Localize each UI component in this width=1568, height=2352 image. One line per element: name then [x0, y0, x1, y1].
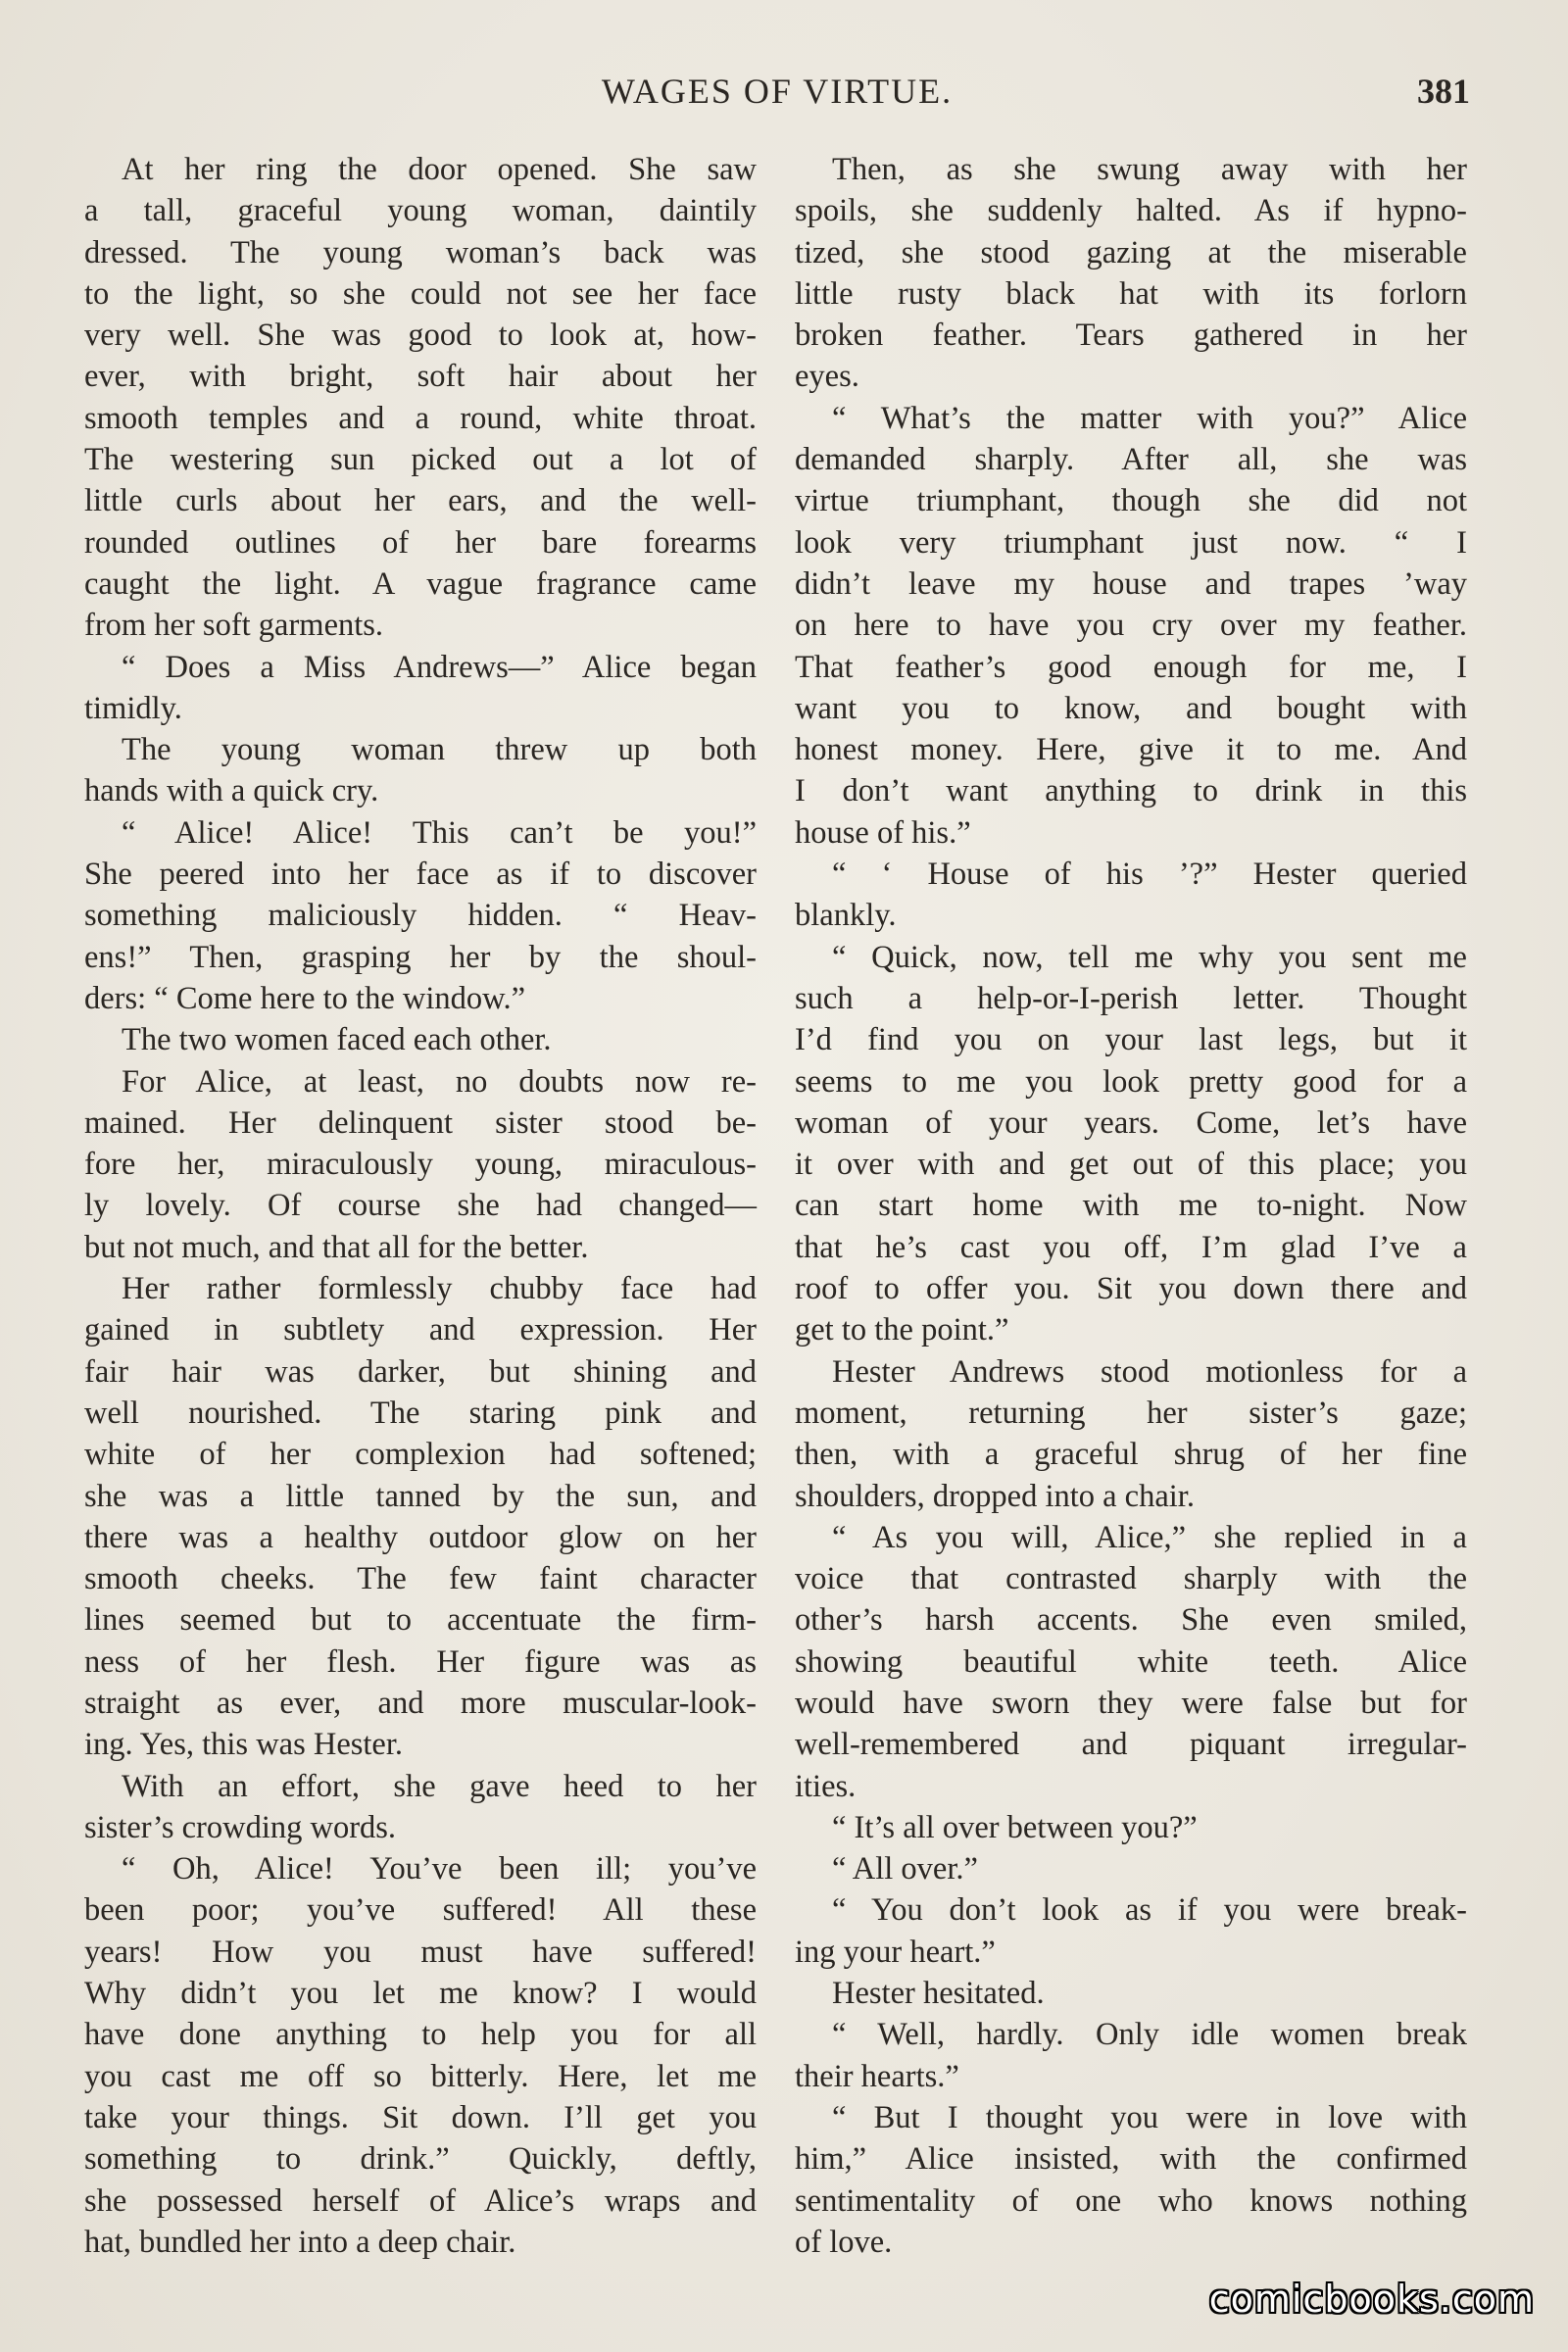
text-line: ing your heart.” [795, 1934, 996, 1970]
text-line: ly lovely. Of course she had changed— [84, 1188, 757, 1224]
text-line: straight as ever, and more muscular-look- [84, 1685, 757, 1721]
text-line: “ All over.” [832, 1851, 978, 1887]
text-line: For Alice, at least, no doubts now re- [122, 1063, 757, 1100]
text-line: smooth cheeks. The few faint character [84, 1561, 757, 1597]
text-line: then, with a graceful shrug of her fine [795, 1437, 1467, 1473]
text-line: it over with and get out of this place; you [795, 1147, 1467, 1183]
text-line: “ Well, hardly. Only idle women break [832, 2017, 1467, 2053]
text-line: have done anything to help you for all [84, 2017, 757, 2053]
text-line: Hester Andrews stood motionless for a [832, 1353, 1467, 1390]
text-line: That feather’s good enough for me, I [795, 649, 1467, 685]
text-line: other’s harsh accents. She even smiled, [795, 1602, 1467, 1639]
text-line: woman of your years. Come, let’s have [795, 1104, 1467, 1141]
text-line: ities. [795, 1768, 857, 1804]
text-line: she was a little tanned by the sun, and [84, 1478, 757, 1514]
text-line: hands with a quick cry. [84, 773, 379, 809]
text-line: I don’t want anything to drink in this [795, 773, 1467, 809]
text-line: fore her, miraculously young, miraculous- [84, 1147, 757, 1183]
text-line: would have sworn they were false but for [795, 1685, 1467, 1721]
text-line: The young woman threw up both [122, 732, 757, 768]
text-line: Then, as she swung away with her [832, 152, 1467, 187]
text-line: sister’s crowding words. [84, 1809, 397, 1845]
text-line: fair hair was darker, but shining and [84, 1353, 757, 1390]
text-line: “ Quick, now, tell me why you sent me [832, 939, 1467, 975]
text-line: “ But I thought you were in love with [832, 2099, 1467, 2135]
text-line: The westering sun picked out a lot of [84, 442, 757, 478]
text-line: ders: “ Come here to the window.” [84, 980, 526, 1016]
text-line: “ What’s the matter with you?” Alice [832, 400, 1467, 436]
text-line: but not much, and that all for the better. [84, 1229, 589, 1265]
text-line: “ It’s all over between you?” [832, 1809, 1198, 1845]
text-line: little curls about her ears, and the well- [84, 483, 757, 519]
text-line: little rusty black hat with its forlorn [795, 275, 1467, 312]
text-line: dressed. The young woman’s back was [84, 234, 757, 270]
text-line: well nourished. The staring pink and [84, 1395, 757, 1431]
text-line: Her rather formlessly chubby face had [122, 1271, 757, 1307]
text-line: showing beautiful white teeth. Alice [795, 1643, 1467, 1680]
text-line: that he’s cast you off, I’m glad I’ve a [795, 1229, 1467, 1265]
page-number: 381 [1417, 72, 1470, 111]
text-line: you cast me off so bitterly. Here, let me [84, 2058, 757, 2094]
text-line: lines seemed but to accentuate the firm- [84, 1602, 757, 1639]
watermark: comicbooks.com [1208, 2278, 1535, 2321]
text-line: a tall, graceful young woman, daintily [84, 193, 757, 229]
text-line: With an effort, she gave heed to her [122, 1768, 757, 1804]
text-line: timidly. [84, 690, 182, 726]
text-line: shoulders, dropped into a chair. [795, 1478, 1195, 1514]
text-line: there was a healthy outdoor glow on her [84, 1519, 757, 1555]
text-line: something maliciously hidden. “ Heav- [84, 898, 757, 934]
text-line: ing. Yes, this was Hester. [84, 1727, 404, 1763]
left-text-column [84, 149, 757, 2263]
text-line: voice that contrasted sharply with the [795, 1561, 1467, 1597]
text-line: At her ring the door opened. She saw [122, 152, 757, 187]
text-line: honest money. Here, give it to me. And [795, 732, 1467, 768]
text-line: well-remembered and piquant irregular- [795, 1727, 1467, 1763]
text-line: Hester hesitated. [832, 1976, 1045, 2012]
text-line: from her soft garments. [84, 608, 384, 644]
text-line: on here to have you cry over my feather. [795, 608, 1467, 644]
text-line: ever, with bright, soft hair about her [84, 359, 757, 395]
text-line: “ You don’t look as if you were break- [832, 1892, 1467, 1929]
text-line: tized, she stood gazing at the miserable [795, 234, 1467, 270]
text-line: mained. Her delinquent sister stood be- [84, 1104, 757, 1141]
text-line: of love. [795, 2224, 893, 2260]
text-line: “ Does a Miss Andrews—” Alice began [122, 649, 757, 685]
text-line: ness of her flesh. Her figure was as [84, 1643, 757, 1680]
text-line: seems to me you look pretty good for a [795, 1063, 1467, 1100]
text-line: him,” Alice insisted, with the confirmed [795, 2141, 1467, 2178]
right-text-column [795, 149, 1467, 2263]
text-line: gained in subtlety and expression. Her [84, 1312, 757, 1348]
text-line: I’d find you on your last legs, but it [795, 1022, 1467, 1058]
running-head: WAGES OF VIRTUE. [601, 72, 954, 111]
text-line: very well. She was good to look at, how- [84, 318, 757, 354]
text-line: get to the point.” [795, 1312, 1009, 1348]
text-line: moment, returning her sister’s gaze; [795, 1395, 1467, 1431]
text-line: roof to offer you. Sit you down there and [795, 1271, 1467, 1307]
text-line: can start home with me to-night. Now [795, 1188, 1467, 1224]
text-line: such a help-or-I-perish letter. Thought [795, 980, 1467, 1016]
text-line: ens!” Then, grasping her by the shoul- [84, 939, 757, 975]
text-line: rounded outlines of her bare forearms [84, 524, 757, 561]
text-line: want you to know, and bought with [795, 690, 1467, 726]
text-line: white of her complexion had softened; [84, 1437, 757, 1473]
text-line: house of his.” [795, 814, 971, 851]
text-line: virtue triumphant, though she did not [795, 483, 1467, 519]
text-line: caught the light. A vague fragrance came [84, 565, 757, 602]
text-line: spoils, she suddenly halted. As if hypno- [795, 193, 1467, 229]
text-line: She peered into her face as if to discover [84, 857, 757, 893]
text-line: years! How you must have suffered! [84, 1934, 757, 1970]
text-line: “ Alice! Alice! This can’t be you!” [122, 814, 757, 851]
text-line: to the light, so she could not see her face [84, 275, 757, 312]
text-line: “ ‘ House of his ’?” Hester queried [832, 857, 1467, 893]
text-line: smooth temples and a round, white throat. [84, 400, 757, 436]
text-line: blankly. [795, 898, 897, 934]
text-line: “ Oh, Alice! You’ve been ill; you’ve [122, 1851, 757, 1887]
text-line: she possessed herself of Alice’s wraps and [84, 2182, 757, 2219]
text-line: didn’t leave my house and trapes ’way [795, 565, 1467, 602]
text-line: look very triumphant just now. “ I [795, 524, 1467, 561]
text-line: their hearts.” [795, 2058, 959, 2094]
text-line: broken feather. Tears gathered in her [795, 318, 1467, 354]
text-line: demanded sharply. After all, she was [795, 442, 1467, 478]
text-line: The two women faced each other. [122, 1022, 552, 1058]
text-line: “ As you will, Alice,” she replied in a [832, 1519, 1467, 1555]
text-line: sentimentality of one who knows nothing [795, 2182, 1467, 2219]
text-line: been poor; you’ve suffered! All these [84, 1892, 757, 1929]
text-line: hat, bundled her into a deep chair. [84, 2224, 516, 2260]
text-line: eyes. [795, 359, 859, 395]
text-line: Why didn’t you let me know? I would [84, 1976, 757, 2012]
text-line: something to drink.” Quickly, deftly, [84, 2141, 757, 2178]
text-line: take your things. Sit down. I’ll get you [84, 2099, 757, 2135]
page-header [84, 71, 1470, 120]
